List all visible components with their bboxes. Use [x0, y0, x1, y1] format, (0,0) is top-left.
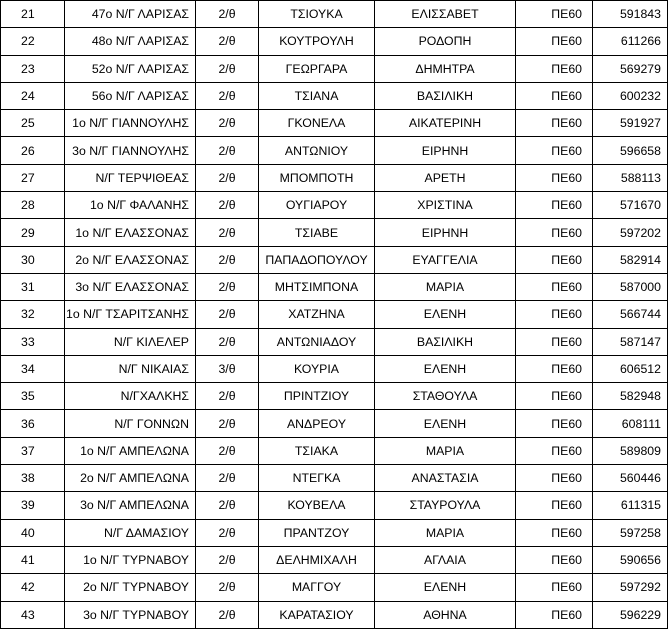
first-name-cell: ΕΛΕΝΗ [375, 574, 516, 601]
table-row [1, 110, 668, 137]
table-row [1, 465, 668, 492]
row-number-cell: 31 [1, 273, 65, 300]
first-name-cell: ΑΝΑΣΤΑΣΙΑ [375, 465, 516, 492]
table-row [1, 1, 668, 28]
school-cell: Ν/Γ ΝΙΚΑΙΑΣ [65, 355, 196, 382]
surname-cell: ΠΡΑΝΤΖΟΥ [259, 519, 375, 546]
first-name-cell: ΑΓΛΑΙΑ [375, 546, 516, 573]
school-cell: 52ο Ν/Γ ΛΑΡΙΣΑΣ [65, 55, 196, 82]
school-type-cell: 2/θ [196, 601, 259, 628]
first-name-cell: ΑΡΕΤΗ [375, 164, 516, 191]
table-row [1, 546, 668, 573]
first-name-cell: ΧΡΙΣΤΙΝΑ [375, 192, 516, 219]
table-row [1, 574, 668, 601]
surname-cell: ΤΣΙΑΝΑ [259, 82, 375, 109]
surname-cell: ΤΣΙΑΒΕ [259, 219, 375, 246]
surname-cell: ΤΣΙΑΚΑ [259, 437, 375, 464]
school-type-cell: 2/θ [196, 110, 259, 137]
registry-code-cell: 590656 [593, 546, 668, 573]
first-name-cell: ΣΤΑΥΡΟΥΛΑ [375, 492, 516, 519]
surname-cell: ΧΑΤΖΗΝΑ [259, 301, 375, 328]
first-name-cell: ΜΑΡΙΑ [375, 273, 516, 300]
table-row [1, 492, 668, 519]
row-number-cell: 43 [1, 601, 65, 628]
specialty-cell: ΠΕ60 [516, 137, 593, 164]
row-number-cell: 32 [1, 301, 65, 328]
school-type-cell: 2/θ [196, 574, 259, 601]
school-type-cell: 2/θ [196, 328, 259, 355]
row-number-cell: 38 [1, 465, 65, 492]
school-type-cell: 2/θ [196, 383, 259, 410]
row-number-cell: 41 [1, 546, 65, 573]
school-cell: 1ο Ν/Γ ΤΣΑΡΙΤΣΑΝΗΣ [65, 301, 196, 328]
table-row [1, 246, 668, 273]
surname-cell: ΑΝΤΩΝΙΟΥ [259, 137, 375, 164]
school-cell: 1ο Ν/Γ ΓΙΑΝΝΟΥΛΗΣ [65, 110, 196, 137]
school-type-cell: 2/θ [196, 1, 259, 28]
specialty-cell: ΠΕ60 [516, 546, 593, 573]
surname-cell: ΚΟΥΒΕΛΑ [259, 492, 375, 519]
school-type-cell: 2/θ [196, 192, 259, 219]
school-type-cell: 2/θ [196, 519, 259, 546]
first-name-cell: ΔΗΜΗΤΡΑ [375, 55, 516, 82]
school-type-cell: 2/θ [196, 246, 259, 273]
surname-cell: ΜΗΤΣΙΜΠΟΝΑ [259, 273, 375, 300]
school-type-cell: 2/θ [196, 82, 259, 109]
specialty-cell: ΠΕ60 [516, 492, 593, 519]
registry-code-cell: 608111 [593, 410, 668, 437]
registry-code-cell: 591927 [593, 110, 668, 137]
first-name-cell: ΜΑΡΙΑ [375, 437, 516, 464]
surname-cell: ΝΤΕΓΚΑ [259, 465, 375, 492]
first-name-cell: ΑΘΗΝΑ [375, 601, 516, 628]
specialty-cell: ΠΕ60 [516, 601, 593, 628]
first-name-cell: ΒΑΣΙΛΙΚΗ [375, 328, 516, 355]
specialty-cell: ΠΕ60 [516, 437, 593, 464]
surname-cell: ΓΕΩΡΓΑΡΑ [259, 55, 375, 82]
row-number-cell: 29 [1, 219, 65, 246]
table-row [1, 55, 668, 82]
table-row [1, 383, 668, 410]
school-cell: 3ο Ν/Γ ΤΥΡΝΑΒΟΥ [65, 601, 196, 628]
table-row [1, 410, 668, 437]
specialty-cell: ΠΕ60 [516, 1, 593, 28]
school-cell: Ν/Γ ΤΕΡΨΙΘΕΑΣ [65, 164, 196, 191]
specialty-cell: ΠΕ60 [516, 465, 593, 492]
row-number-cell: 39 [1, 492, 65, 519]
first-name-cell: ΕΛΙΣΣΑΒΕΤ [375, 1, 516, 28]
school-type-cell: 2/θ [196, 137, 259, 164]
specialty-cell: ΠΕ60 [516, 519, 593, 546]
specialty-cell: ΠΕ60 [516, 273, 593, 300]
surname-cell: ΚΟΥΤΡΟΥΛΗ [259, 28, 375, 55]
specialty-cell: ΠΕ60 [516, 355, 593, 382]
school-cell: Ν/Γ ΚΙΛΕΛΕΡ [65, 328, 196, 355]
registry-code-cell: 606512 [593, 355, 668, 382]
first-name-cell: ΡΟΔΟΠΗ [375, 28, 516, 55]
surname-cell: ΚΟΥΡΙΑ [259, 355, 375, 382]
registry-code-cell: 611315 [593, 492, 668, 519]
first-name-cell: ΕΥΑΓΓΕΛΙΑ [375, 246, 516, 273]
row-number-cell: 30 [1, 246, 65, 273]
school-type-cell: 2/θ [196, 301, 259, 328]
school-cell: 2ο Ν/Γ ΕΛΑΣΣΟΝΑΣ [65, 246, 196, 273]
school-cell: 1ο Ν/Γ ΑΜΠΕΛΩΝΑ [65, 437, 196, 464]
registry-code-cell: 597202 [593, 219, 668, 246]
specialty-cell: ΠΕ60 [516, 301, 593, 328]
specialty-cell: ΠΕ60 [516, 219, 593, 246]
row-number-cell: 37 [1, 437, 65, 464]
specialty-cell: ΠΕ60 [516, 164, 593, 191]
surname-cell: ΟΥΓΙΑΡΟΥ [259, 192, 375, 219]
school-cell: 1ο Ν/Γ ΦΑΛΑΝΗΣ [65, 192, 196, 219]
table-row [1, 28, 668, 55]
registry-code-cell: 566744 [593, 301, 668, 328]
school-cell: Ν/ΓΧΑΛΚΗΣ [65, 383, 196, 410]
registry-code-cell: 597258 [593, 519, 668, 546]
school-type-cell: 2/θ [196, 273, 259, 300]
table-row [1, 601, 668, 628]
registry-code-cell: 587000 [593, 273, 668, 300]
school-type-cell: 3/θ [196, 355, 259, 382]
specialty-cell: ΠΕ60 [516, 574, 593, 601]
table-row [1, 328, 668, 355]
table-row [1, 273, 668, 300]
table-row [1, 301, 668, 328]
table-row [1, 137, 668, 164]
school-cell: 1ο Ν/Γ ΤΥΡΝΑΒΟΥ [65, 546, 196, 573]
specialty-cell: ΠΕ60 [516, 383, 593, 410]
surname-cell: ΑΝΤΩΝΙΑΔΟΥ [259, 328, 375, 355]
specialty-cell: ΠΕ60 [516, 328, 593, 355]
row-number-cell: 33 [1, 328, 65, 355]
surname-cell: ΑΝΔΡΕΟΥ [259, 410, 375, 437]
school-type-cell: 2/θ [196, 546, 259, 573]
row-number-cell: 21 [1, 1, 65, 28]
specialty-cell: ΠΕ60 [516, 246, 593, 273]
school-type-cell: 2/θ [196, 465, 259, 492]
specialty-cell: ΠΕ60 [516, 410, 593, 437]
first-name-cell: ΜΑΡΙΑ [375, 519, 516, 546]
table-row [1, 164, 668, 191]
row-number-cell: 28 [1, 192, 65, 219]
table-row [1, 219, 668, 246]
table-row [1, 192, 668, 219]
row-number-cell: 36 [1, 410, 65, 437]
registry-code-cell: 600232 [593, 82, 668, 109]
specialty-cell: ΠΕ60 [516, 110, 593, 137]
table-row [1, 437, 668, 464]
table-row [1, 82, 668, 109]
first-name-cell: ΣΤΑΘΟΥΛΑ [375, 383, 516, 410]
school-cell: 1ο Ν/Γ ΕΛΑΣΣΟΝΑΣ [65, 219, 196, 246]
specialty-cell: ΠΕ60 [516, 55, 593, 82]
registry-code-cell: 582914 [593, 246, 668, 273]
surname-cell: ΜΑΓΓΟΥ [259, 574, 375, 601]
surname-cell: ΠΑΠΑΔΟΠΟΥΛΟΥ [259, 246, 375, 273]
first-name-cell: ΕΙΡΗΝΗ [375, 219, 516, 246]
row-number-cell: 22 [1, 28, 65, 55]
registry-code-cell: 582948 [593, 383, 668, 410]
school-cell: 2ο Ν/Γ ΑΜΠΕΛΩΝΑ [65, 465, 196, 492]
surname-cell: ΔΕΛΗΜΙΧΑΛΗ [259, 546, 375, 573]
specialty-cell: ΠΕ60 [516, 192, 593, 219]
table-body [1, 1, 668, 629]
school-type-cell: 2/θ [196, 28, 259, 55]
row-number-cell: 23 [1, 55, 65, 82]
table-row [1, 355, 668, 382]
school-type-cell: 2/θ [196, 219, 259, 246]
first-name-cell: ΕΛΕΝΗ [375, 301, 516, 328]
school-type-cell: 2/θ [196, 437, 259, 464]
row-number-cell: 26 [1, 137, 65, 164]
registry-code-cell: 571670 [593, 192, 668, 219]
row-number-cell: 35 [1, 383, 65, 410]
specialty-cell: ΠΕ60 [516, 28, 593, 55]
school-type-cell: 2/θ [196, 410, 259, 437]
row-number-cell: 27 [1, 164, 65, 191]
first-name-cell: ΕΛΕΝΗ [375, 355, 516, 382]
surname-cell: ΓΚΟΝΕΛΑ [259, 110, 375, 137]
row-number-cell: 34 [1, 355, 65, 382]
registry-code-cell: 569279 [593, 55, 668, 82]
row-number-cell: 25 [1, 110, 65, 137]
registry-code-cell: 597292 [593, 574, 668, 601]
school-type-cell: 2/θ [196, 164, 259, 191]
school-cell: Ν/Γ ΓΟΝΝΩΝ [65, 410, 196, 437]
row-number-cell: 42 [1, 574, 65, 601]
surname-cell: ΚΑΡΑΤΑΣΙΟΥ [259, 601, 375, 628]
registry-code-cell: 589809 [593, 437, 668, 464]
table-row [1, 519, 668, 546]
school-cell: 3ο Ν/Γ ΕΛΑΣΣΟΝΑΣ [65, 273, 196, 300]
school-type-cell: 2/θ [196, 55, 259, 82]
school-cell: Ν/Γ ΔΑΜΑΣΙΟΥ [65, 519, 196, 546]
specialty-cell: ΠΕ60 [516, 82, 593, 109]
first-name-cell: ΒΑΣΙΛΙΚΗ [375, 82, 516, 109]
school-cell: 3ο Ν/Γ ΑΜΠΕΛΩΝΑ [65, 492, 196, 519]
row-number-cell: 40 [1, 519, 65, 546]
first-name-cell: ΕΙΡΗΝΗ [375, 137, 516, 164]
registry-code-cell: 560446 [593, 465, 668, 492]
school-cell: 47ο Ν/Γ ΛΑΡΙΣΑΣ [65, 1, 196, 28]
school-type-cell: 2/θ [196, 492, 259, 519]
registry-code-cell: 591843 [593, 1, 668, 28]
school-cell: 48ο Ν/Γ ΛΑΡΙΣΑΣ [65, 28, 196, 55]
registry-code-cell: 611266 [593, 28, 668, 55]
registry-code-cell: 587147 [593, 328, 668, 355]
school-cell: 56ο Ν/Γ ΛΑΡΙΣΑΣ [65, 82, 196, 109]
surname-cell: ΜΠΟΜΠΟΤΗ [259, 164, 375, 191]
registry-code-cell: 596658 [593, 137, 668, 164]
registry-code-cell: 588113 [593, 164, 668, 191]
registry-code-cell: 596229 [593, 601, 668, 628]
school-cell: 3ο Ν/Γ ΓΙΑΝΝΟΥΛΗΣ [65, 137, 196, 164]
surname-cell: ΤΣΙΟΥΚΑ [259, 1, 375, 28]
first-name-cell: ΑΙΚΑΤΕΡΙΝΗ [375, 110, 516, 137]
first-name-cell: ΕΛΕΝΗ [375, 410, 516, 437]
school-cell: 2ο Ν/Γ ΤΥΡΝΑΒΟΥ [65, 574, 196, 601]
row-number-cell: 24 [1, 82, 65, 109]
surname-cell: ΠΡΙΝΤΖΙΟΥ [259, 383, 375, 410]
